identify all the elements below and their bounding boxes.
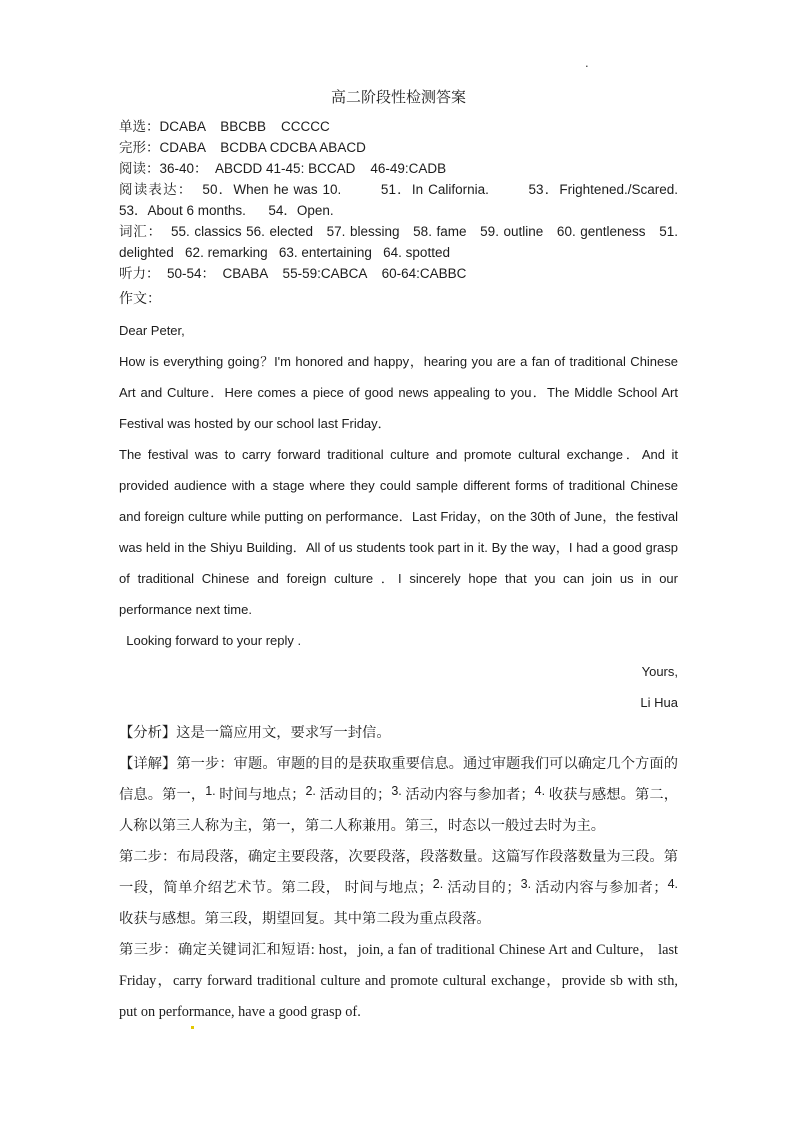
analysis-paragraph-overview: 【分析】这是一篇应用文，要求写一封信。 bbox=[119, 725, 391, 741]
page-title: 高二阶段性检测答案 bbox=[330, 90, 466, 106]
essay-label: 作文： bbox=[119, 290, 161, 306]
answer-line-reading: 阅读：36-40： ABCDD 41-45: BCCAD 46-49:CADB bbox=[119, 161, 447, 176]
letter-paragraph-2: The festival was to carry forward traditional culture and promote cultural exchange．And it provided audience with a stage where they could sample different forms of traditional Chinese and foreign culture while putting on performance．Last Friday，on the 30th of June，the festival was held in the Shiyu Building．All of us students took part in it. By the way，I had a good grasp of traditional Chinese and foreign culture ．I sincerely hope that you can join us in our performance next time. bbox=[119, 447, 682, 617]
stray-dot: . bbox=[585, 55, 589, 70]
answer-line-listening: 听力： 50-54： CBABA 55-59:CABCA 60-64:CABBC bbox=[119, 266, 467, 281]
yellow-speck bbox=[191, 1026, 194, 1029]
analysis-paragraph-step1: 【详解】第一步：审题。审题的目的是获取重要信息。通过审题我们可以确定几个方面的信息。第一，1. 时间与地点；2. 活动目的；3. 活动内容与参加者；4. 收获与感想。第二，人称以第三人称为主，第一，第二人称兼用。第三，时态以一般过去时为主。 bbox=[119, 756, 678, 834]
answer-line-reading-expression: 阅读表达： 50．When he was 10. 51．In California. 53．Frightened./Scared. bbox=[119, 182, 678, 197]
analysis-paragraph-step2: 第二步：布局段落，确定主要段落，次要段落，段落数量。这篇写作段落数量为三段。第一段，简单介绍艺术节。第二段， 时间与地点；2. 活动目的；3. 活动内容与参加者；4. 收获与感想。第三段，期望回复。其中第二段为重点段落。 bbox=[119, 849, 679, 927]
essay-letter bbox=[119, 315, 682, 718]
answer-key-section bbox=[119, 116, 682, 309]
analysis-section bbox=[119, 718, 678, 1028]
answer-line-reading-expression-cont: 53．About 6 months. 54．Open. bbox=[119, 203, 334, 218]
answer-line-vocabulary: 词汇： 55. classics 56. elected 57. blessing 58. fame 59. outline 60. gentleness 51. delighted 62. remarking 63. entertaining 64. spotted bbox=[119, 224, 682, 260]
answer-line-single-choice: 单选：DCABA BBCBB CCCCC bbox=[119, 119, 330, 134]
letter-paragraph-1: How is everything going？I'm honored and happy，hearing you are a fan of traditional Chinese Art and Culture．Here comes a piece of good news appealing to you．The Middle School Art Festival was hosted by our school last Friday． bbox=[119, 354, 682, 431]
letter-salutation: Dear Peter, bbox=[119, 323, 185, 338]
letter-signoff: Yours, bbox=[641, 664, 678, 679]
letter-signature: Li Hua bbox=[640, 695, 678, 710]
analysis-paragraph-step3: 第三步：确定关键词汇和短语: host，join, a fan of traditional Chinese Art and Culture， last Friday，carry forward traditional culture and promote cultural exchange，provide sb with sth, put on performance, have a good grasp of. bbox=[119, 942, 678, 1020]
letter-closing-line: Looking forward to your reply . bbox=[119, 633, 302, 648]
answer-line-cloze: 完形：CDABA BCDBA CDCBA ABACD bbox=[119, 140, 366, 155]
